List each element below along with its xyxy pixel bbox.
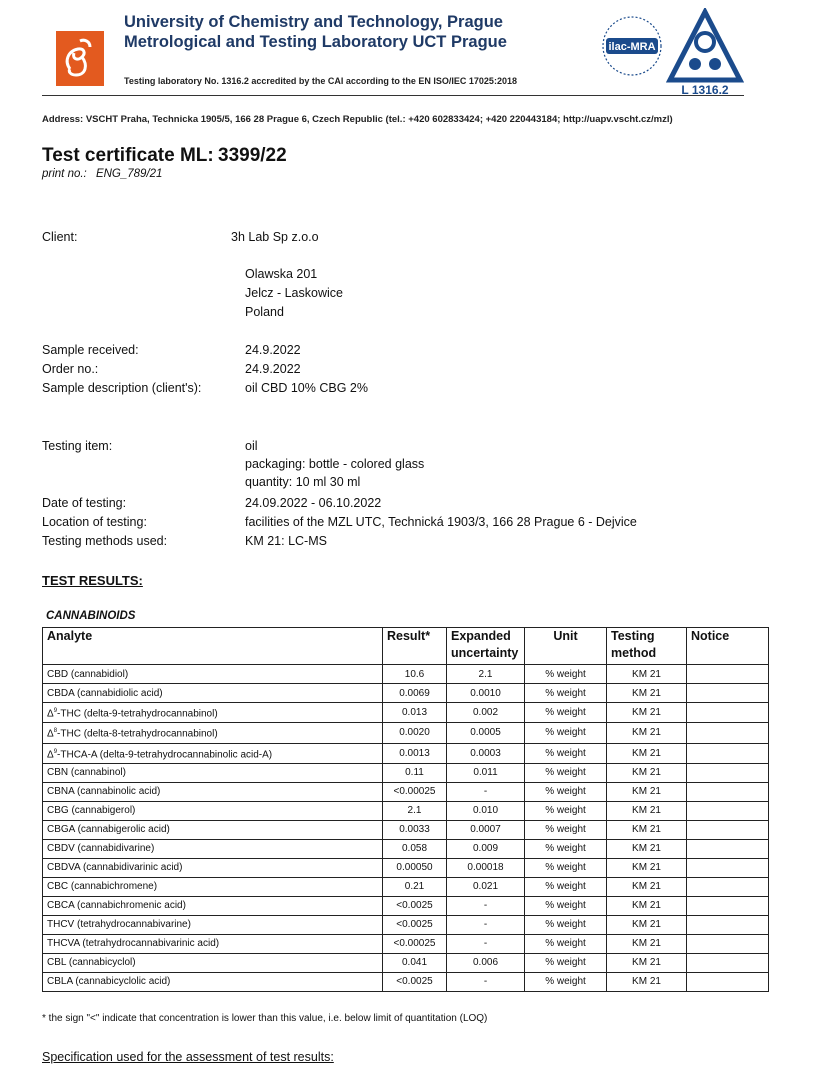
col-uncertainty xyxy=(447,628,525,665)
uncertainty-cell: 0.0007 xyxy=(447,820,525,839)
date-of-testing-value: 24.09.2022 - 06.10.2022 xyxy=(245,496,382,510)
lab-address: Address: VSCHT Praha, Technicka 1905/5, 166 28 Prague 6, Czech Republic (tel.: +420 602833424; +420 220443184; http://uapv.vscht.cz/mzl) xyxy=(42,114,673,125)
uncertainty-cell: 0.021 xyxy=(447,877,525,896)
unit-cell: % weight xyxy=(525,665,607,684)
notice-cell xyxy=(687,972,769,991)
unit-cell: % weight xyxy=(525,858,607,877)
testing-item-label: Testing item: xyxy=(42,439,113,453)
notice-cell xyxy=(687,934,769,953)
uncertainty-cell: - xyxy=(447,915,525,934)
notice-cell xyxy=(687,839,769,858)
cannabinoids-heading: CANNABINOIDS xyxy=(46,610,136,622)
methods-value: KM 21: LC-MS xyxy=(245,534,327,548)
notice-cell xyxy=(687,801,769,820)
result-cell: 2.1 xyxy=(383,801,447,820)
order-no-value: 24.9.2022 xyxy=(245,362,301,376)
unit-cell: % weight xyxy=(525,953,607,972)
uncertainty-cell: 0.010 xyxy=(447,801,525,820)
analyte-cell: THCVA (tetrahydrocannabivarinic acid) xyxy=(43,934,383,953)
uncertainty-cell: 0.0003 xyxy=(447,743,525,763)
delta-symbol: Δ xyxy=(47,728,54,740)
analyte-cell: CBGA (cannabigerolic acid) xyxy=(43,820,383,839)
analyte-cell: CBD (cannabidiol) xyxy=(43,665,383,684)
col-notice: Notice xyxy=(687,628,769,665)
table-row xyxy=(43,972,769,991)
col-analyte: Analyte xyxy=(43,628,383,665)
uncertainty-cell: 0.006 xyxy=(447,953,525,972)
print-number-label: print no.: xyxy=(42,168,87,180)
sample-received-value: 24.9.2022 xyxy=(245,343,301,357)
unit-cell: % weight xyxy=(525,782,607,801)
print-number-value: ENG_789/21 xyxy=(95,168,163,180)
client-address-line-3: Poland xyxy=(245,305,284,319)
specification-heading: Specification used for the assessment of test results: xyxy=(42,1050,334,1064)
location-value: facilities of the MZL UTC, Technická 1903/3, 166 28 Prague 6 - Dejvice xyxy=(245,515,637,529)
col-result: Result* xyxy=(383,628,447,665)
result-cell: <0.00025 xyxy=(383,782,447,801)
certificate-title: Test certificate ML: xyxy=(42,145,214,166)
notice-cell xyxy=(687,703,769,723)
method-cell: KM 21 xyxy=(607,820,687,839)
analyte-cell xyxy=(43,723,383,743)
unit-cell: % weight xyxy=(525,820,607,839)
uncertainty-cell: - xyxy=(447,972,525,991)
results-table xyxy=(42,627,769,992)
table-row xyxy=(43,743,769,763)
uncertainty-cell: - xyxy=(447,896,525,915)
col-method-line-1: Testing xyxy=(611,629,655,643)
unit-cell: % weight xyxy=(525,915,607,934)
result-cell: <0.00025 xyxy=(383,934,447,953)
col-uncertainty-line-1: Expanded xyxy=(451,629,511,643)
uncertainty-cell: 0.00018 xyxy=(447,858,525,877)
analyte-cell: CBCA (cannabichromenic acid) xyxy=(43,896,383,915)
method-cell: KM 21 xyxy=(607,915,687,934)
unit-cell: % weight xyxy=(525,703,607,723)
method-cell: KM 21 xyxy=(607,665,687,684)
unit-cell: % weight xyxy=(525,896,607,915)
method-cell: KM 21 xyxy=(607,877,687,896)
methods-label: Testing methods used: xyxy=(42,534,168,548)
sample-received-label: Sample received: xyxy=(42,343,139,357)
test-results-heading: TEST RESULTS: xyxy=(42,573,143,588)
delta-superscript: 9 xyxy=(53,748,58,755)
notice-cell xyxy=(687,820,769,839)
table-row xyxy=(43,684,769,703)
unit-cell: % weight xyxy=(525,743,607,763)
notice-cell xyxy=(687,763,769,782)
result-cell: 0.058 xyxy=(383,839,447,858)
client-value: 3h Lab Sp z.o.o xyxy=(231,230,319,244)
analyte-cell: CBDA (cannabidiolic acid) xyxy=(43,684,383,703)
institution-line-1: University of Chemistry and Technology, Prague xyxy=(124,13,503,31)
table-row xyxy=(43,915,769,934)
certificate-number: 3399/22 xyxy=(218,145,287,166)
table-row xyxy=(43,763,769,782)
method-cell: KM 21 xyxy=(607,703,687,723)
result-cell: 0.013 xyxy=(383,703,447,723)
method-cell: KM 21 xyxy=(607,723,687,743)
institution-name xyxy=(124,12,507,52)
analyte-cell: CBL (cannabicyclol) xyxy=(43,953,383,972)
delta-symbol: Δ xyxy=(47,748,54,760)
packaging-value: packaging: bottle - colored glass xyxy=(245,457,425,471)
institution-line-2: Metrological and Testing Laboratory UCT Prague xyxy=(124,33,507,51)
notice-cell xyxy=(687,665,769,684)
analyte-cell: CBDV (cannabidivarine) xyxy=(43,839,383,858)
uncertainty-cell: 0.0005 xyxy=(447,723,525,743)
method-cell: KM 21 xyxy=(607,782,687,801)
notice-cell xyxy=(687,953,769,972)
unit-cell: % weight xyxy=(525,763,607,782)
uncertainty-cell: 0.002 xyxy=(447,703,525,723)
uncertainty-cell: - xyxy=(447,782,525,801)
col-method-line-2: method xyxy=(611,646,657,660)
uct-logo xyxy=(56,31,104,86)
analyte-cell xyxy=(43,743,383,763)
method-cell: KM 21 xyxy=(607,839,687,858)
result-cell: 0.0013 xyxy=(383,743,447,763)
result-cell: <0.0025 xyxy=(383,972,447,991)
notice-cell xyxy=(687,858,769,877)
sample-description-label: Sample description (client's): xyxy=(42,381,202,395)
uncertainty-cell: 0.0010 xyxy=(447,684,525,703)
analyte-cell: THCV (tetrahydrocannabivarine) xyxy=(43,915,383,934)
table-row xyxy=(43,934,769,953)
unit-cell: % weight xyxy=(525,972,607,991)
col-method xyxy=(607,628,687,665)
client-address-line-2: Jelcz - Laskowice xyxy=(245,286,343,300)
uncertainty-cell: 0.009 xyxy=(447,839,525,858)
col-uncertainty-line-2: uncertainty xyxy=(451,646,519,660)
analyte-cell: CBN (cannabinol) xyxy=(43,763,383,782)
notice-cell xyxy=(687,723,769,743)
uncertainty-cell: 2.1 xyxy=(447,665,525,684)
notice-cell xyxy=(687,743,769,763)
unit-cell: % weight xyxy=(525,723,607,743)
results-header-row xyxy=(43,628,769,665)
unit-cell: % weight xyxy=(525,684,607,703)
unit-cell: % weight xyxy=(525,877,607,896)
table-row xyxy=(43,723,769,743)
unit-cell: % weight xyxy=(525,801,607,820)
notice-cell xyxy=(687,684,769,703)
accreditation-text: Testing laboratory No. 1316.2 accredited by the CAI according to the EN ISO/IEC 17025:2018 xyxy=(124,76,517,86)
result-cell: <0.0025 xyxy=(383,915,447,934)
analyte-cell: CBNA (cannabinolic acid) xyxy=(43,782,383,801)
cai-accreditation-logo xyxy=(666,8,744,98)
result-cell: <0.0025 xyxy=(383,896,447,915)
table-row xyxy=(43,782,769,801)
table-row xyxy=(43,820,769,839)
result-cell: 0.00050 xyxy=(383,858,447,877)
method-cell: KM 21 xyxy=(607,743,687,763)
analyte-name: -THC (delta-8-tetrahydrocannabinol) xyxy=(57,728,218,740)
method-cell: KM 21 xyxy=(607,896,687,915)
cai-code: L 1316.2 xyxy=(681,83,729,97)
notice-cell xyxy=(687,915,769,934)
delta-superscript: 8 xyxy=(53,728,58,735)
analyte-cell: CBDVA (cannabidivarinic acid) xyxy=(43,858,383,877)
ilac-text: ilac-MRA xyxy=(608,41,656,53)
analyte-cell xyxy=(43,703,383,723)
result-cell: 0.0069 xyxy=(383,684,447,703)
footnote: * the sign "<" indicate that concentration is lower than this value, i.e. below limit of quantitation (LOQ) xyxy=(42,1013,488,1024)
analyte-cell: CBG (cannabigerol) xyxy=(43,801,383,820)
unit-cell: % weight xyxy=(525,839,607,858)
client-label: Client: xyxy=(42,230,78,244)
table-row xyxy=(43,953,769,972)
table-row xyxy=(43,839,769,858)
table-row xyxy=(43,665,769,684)
method-cell: KM 21 xyxy=(607,972,687,991)
unit-cell: % weight xyxy=(525,934,607,953)
notice-cell xyxy=(687,782,769,801)
table-row xyxy=(43,703,769,723)
col-unit: Unit xyxy=(525,628,607,665)
result-cell: 0.0020 xyxy=(383,723,447,743)
uncertainty-cell: 0.011 xyxy=(447,763,525,782)
table-row xyxy=(43,877,769,896)
analyte-name: -THC (delta-9-tetrahydrocannabinol) xyxy=(57,708,218,720)
uncertainty-cell: - xyxy=(447,934,525,953)
location-label: Location of testing: xyxy=(42,515,147,529)
date-of-testing-label: Date of testing: xyxy=(42,496,127,510)
testing-item-value: oil xyxy=(245,439,258,453)
method-cell: KM 21 xyxy=(607,763,687,782)
analyte-cell: CBC (cannabichromene) xyxy=(43,877,383,896)
result-cell: 10.6 xyxy=(383,665,447,684)
method-cell: KM 21 xyxy=(607,934,687,953)
table-row xyxy=(43,801,769,820)
print-number xyxy=(42,168,162,180)
ilac-mra-logo xyxy=(600,14,664,78)
method-cell: KM 21 xyxy=(607,684,687,703)
quantity-value: quantity: 10 ml 30 ml xyxy=(245,475,361,489)
sample-description-value: oil CBD 10% CBG 2% xyxy=(245,381,368,395)
notice-cell xyxy=(687,896,769,915)
header-divider xyxy=(42,95,744,96)
delta-symbol: Δ xyxy=(47,708,54,720)
result-cell: 0.21 xyxy=(383,877,447,896)
table-row xyxy=(43,858,769,877)
analyte-name: -THCA-A (delta-9-tetrahydrocannabinolic acid-A) xyxy=(57,748,273,760)
notice-cell xyxy=(687,877,769,896)
method-cell: KM 21 xyxy=(607,953,687,972)
table-row xyxy=(43,896,769,915)
result-cell: 0.11 xyxy=(383,763,447,782)
method-cell: KM 21 xyxy=(607,858,687,877)
method-cell: KM 21 xyxy=(607,801,687,820)
analyte-cell: CBLA (cannabicyclolic acid) xyxy=(43,972,383,991)
result-cell: 0.0033 xyxy=(383,820,447,839)
delta-superscript: 9 xyxy=(53,708,58,714)
result-cell: 0.041 xyxy=(383,953,447,972)
order-no-label: Order no.: xyxy=(42,362,99,376)
client-address-line-1: Olawska 201 xyxy=(245,267,318,281)
